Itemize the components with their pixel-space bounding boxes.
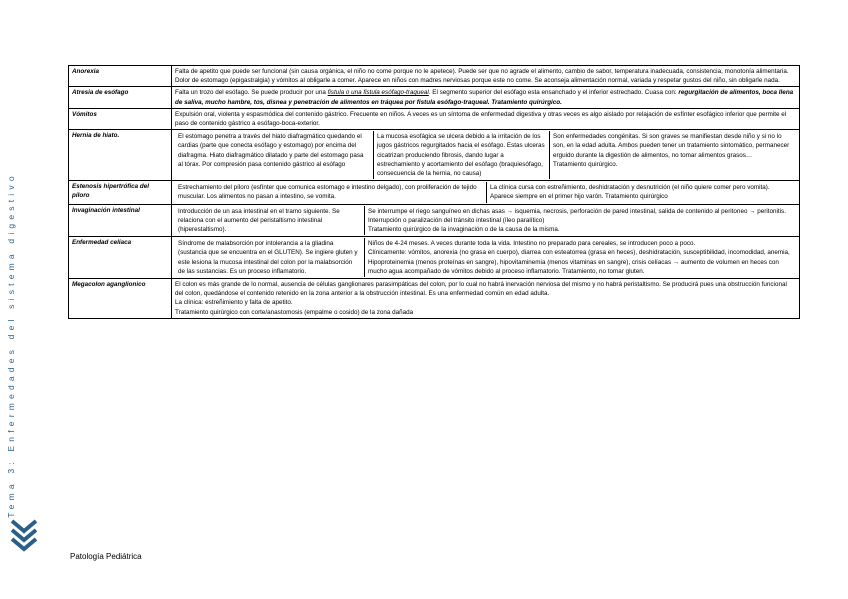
row-description [172,204,800,237]
row-description [172,130,800,181]
estenosis-clinic: La clínica cursa con estreñimiento, deshidratación y desnutrición (el niño quiere comer pero vomita). Aparece siempre en el primer hijo varón. Tratamiento quirúrgico [487,182,797,202]
row-term: Vómitos [69,108,172,129]
footer-text: Patología Pediátrica [70,552,142,561]
row-term: Enfermedad celiaca [69,237,172,279]
table-row [69,66,800,87]
double-chevron-down-icon [9,518,39,557]
row-description [172,237,800,279]
celiaca-definition: Síndrome de malabsorción por intolerancia a la gliadina (sustancia que se encuentra en el GLUTEN). Se ingiere gluten y este lesiona la mucosa intestinal del colon por la malabsorción de las sustancias. Es un proceso inflamatorio. [178,240,358,275]
celiaca-clinic: Niños de 4-24 meses. A veces durante toda la vida. Intestino no preparado para cereales, se introducen poco a poco. Clínicamente: vómitos, anorexia (no grasa en cuerpo), diarrea con esteatorrea (grasa en heces), deshidratación, susceptibilidad, incomodidad, anemia, Hipoproteinemia (menos proteínas en sangre), hipovitaminemia (menos vitaminas en sangre), crisis celíacas → aumento de volumen en heces con mucho agua acompañado de vómitos debido al proceso inflamatorio. Tratamiento, no tomar gluten. [365,238,797,277]
diseases-table [68,65,800,319]
table-row [69,279,800,319]
chapter-side-title: Tema 3: Enfermedades del sistema digestivo [6,172,17,518]
table-row [69,108,800,129]
invaginacion-definition: Introducción de un asa intestinal en el tramo siguiente. Se relaciona con el aumento del peristaltismo intestinal (hiperestaltismo). [178,207,340,234]
row-description [172,181,800,204]
row-description: Falta un trozo del esófago. Se puede producir por una fistula o una fistula esófago-traqueal. El segmento superior del esófago esta ensanchado y el inferior estrechado. Cuasa con: regurgitación de alimentos, boca llena de saliva, mucho hambre, tos, disnea y penetración de alimentos en tráquea por fistula esófago-traqueal. Tratamiento quirúrgico. [172,87,800,108]
table-row [69,204,800,237]
hernia-consequence: La mucosa esofágica se ulcera debido a la irritación de los jugos gástricos regurgitados hacia el esófago. Estas ulceras cicatrizan produciendo fibrosis, dando lugar a estrechamiento y acortamiento del esófago (braquiesófago, consecuencia de la hernia, no causa) [374,131,550,179]
fistula-link-text: fistula o una fistula esófago-traqueal [327,89,429,97]
estenosis-definition: Estrechamiento del píloro (esfínter que comunica estomago e intestino delgado), con proliferación de tejido muscular. Los alimentos no pasan a intestino, se vomita. [178,184,477,201]
row-term: Atresia de esófago [69,87,172,108]
row-term: Megacolon aganglionico [69,279,172,319]
row-term: Estenosis hipertrófica del píloro [69,181,172,204]
table-row [69,130,800,181]
row-description: Expulsión oral, violenta y espasmódica del contenido gástrico. Frecuente en niños. A veces es un síntoma de enfermedad digestiva y otras veces es algo aislado por relajación de esfínter esofágico inferior que permite el paso de contenido gástrico a esófago-boca-exterior. [172,108,800,129]
row-term: Hernia de hiato. [69,130,172,181]
row-term: Invaginación intestinal [69,204,172,237]
table-row [69,87,800,108]
row-description: El colon es más grande de lo normal, ausencia de células ganglionares parasimpáticas del colon, por lo cual no habrá inervación nerviosa del mismo y no habrá peristaltismo. Se producirá pues una obstrucción funcional del colon, quedándose el contenido retenido en la zona anterior a la obstrucción intestinal. Es una enfermedad común en edad adulta. La clínica: estreñimiento y falta de apetito. Tratamiento quirúrgico con corte/anastomosis (empalme o cosido) de la zona dañada [172,279,800,319]
row-term: Anorexia [69,66,172,87]
invaginacion-consequences: Se interrumpe el riego sanguíneo en dichas asas → isquemia, necrosis, perforación de pared intestinal, salida de contenido al peritoneo → peritonitis. Interrupción o paralización del tránsito intestinal (íleo paralítico) Tratamiento quirúrgico de la invaginación o de la causa de la misma. [365,206,797,236]
table-row [69,181,800,204]
table-row [69,237,800,279]
hernia-treatment: Son enfermedades congénitas. Si son graves se manifiestan desde niño y si no lo son, en la edad adulta. Ambos pueden tener un tratamiento sintomático, permanecer erguido durante la digestión de alimentos, no tomar alimentos grasos… Tratamiento quirúrgico. [550,131,797,179]
row-description: Falta de apetito que puede ser funcional (sin causa orgánica, el niño no come porque no le apetece). Puede ser que no agrade el alimento, cambio de sabor, temperatura inadecuada, consistencia, monotonía alimentaria. Dolor de estomago (epigastralgia) y vómitos al obligarle a comer. Aparece en niños con madres nerviosas porque este no come. Se aconseja alimentación normal, variada y respetar gustos del niño, sin obligarle nada. [172,66,800,87]
hernia-cause: El estomago penetra a través del hiato diafragmático quedando el cardias (parte que conecta esófago y estomago) por encima del diafragma. Hiato diafragmático dilatado y parte del estomago pasa al tórax. Por compresión pasa contenido gástrico al esófago [178,133,364,168]
